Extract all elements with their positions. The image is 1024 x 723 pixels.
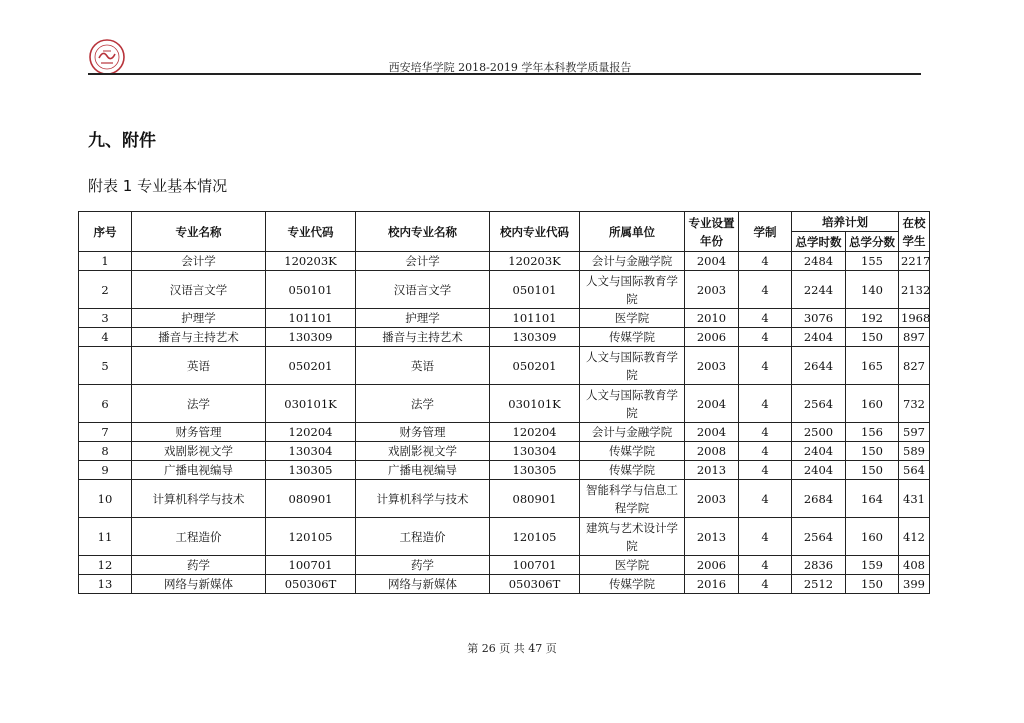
- cell-total-hours: 2484: [792, 252, 846, 271]
- cell-year: 2004: [685, 385, 739, 423]
- cell-major-name: 播音与主持艺术: [132, 328, 266, 347]
- cell-major-name: 网络与新媒体: [132, 575, 266, 594]
- cell-total-credits: 150: [846, 575, 899, 594]
- cell-total-hours: 2564: [792, 518, 846, 556]
- cell-major-code: 120204: [266, 423, 356, 442]
- cell-unit: 人文与国际教育学院: [580, 385, 685, 423]
- cell-year: 2004: [685, 252, 739, 271]
- cell-unit: 会计与金融学院: [580, 423, 685, 442]
- cell-duration: 4: [739, 271, 792, 309]
- cell-seq: 1: [79, 252, 132, 271]
- cell-major-name: 药学: [132, 556, 266, 575]
- table-row: [79, 480, 930, 518]
- cell-total-credits: 164: [846, 480, 899, 518]
- cell-major-name: 会计学: [132, 252, 266, 271]
- cell-major-code: 130309: [266, 328, 356, 347]
- cell-students: 431: [899, 480, 930, 518]
- table-row: [79, 518, 930, 556]
- cell-seq: 7: [79, 423, 132, 442]
- cell-students: 827: [899, 347, 930, 385]
- section-title: 九、附件: [88, 131, 156, 151]
- cell-internal-code: 120105: [490, 518, 580, 556]
- table-header-row: [79, 212, 930, 232]
- table-row: [79, 347, 930, 385]
- cell-internal-name: 英语: [356, 347, 490, 385]
- cell-year: 2006: [685, 556, 739, 575]
- cell-students: 408: [899, 556, 930, 575]
- cell-duration: 4: [739, 423, 792, 442]
- cell-unit: 传媒学院: [580, 461, 685, 480]
- cell-unit: 传媒学院: [580, 328, 685, 347]
- page-number: 第 26 页 共 47 页: [467, 642, 557, 655]
- cell-internal-code: 100701: [490, 556, 580, 575]
- col-header-internal-code: 校内专业代码: [490, 212, 580, 252]
- cell-major-code: 050201: [266, 347, 356, 385]
- cell-major-name: 工程造价: [132, 518, 266, 556]
- cell-total-credits: 156: [846, 423, 899, 442]
- cell-students: 897: [899, 328, 930, 347]
- cell-internal-code: 101101: [490, 309, 580, 328]
- cell-duration: 4: [739, 385, 792, 423]
- cell-major-name: 英语: [132, 347, 266, 385]
- cell-seq: 12: [79, 556, 132, 575]
- cell-internal-code: 130309: [490, 328, 580, 347]
- table-caption: 附表 1 专业基本情况: [88, 177, 228, 195]
- cell-year: 2008: [685, 442, 739, 461]
- col-header-year: 专业设置年份: [685, 212, 739, 252]
- cell-unit: 传媒学院: [580, 575, 685, 594]
- col-header-internal-name: 校内专业名称: [356, 212, 490, 252]
- cell-major-name: 广播电视编导: [132, 461, 266, 480]
- cell-duration: 4: [739, 556, 792, 575]
- cell-seq: 13: [79, 575, 132, 594]
- col-header-unit: 所属单位: [580, 212, 685, 252]
- col-header-total-hours: 总学时数: [792, 232, 846, 252]
- cell-students: 2217: [899, 252, 930, 271]
- cell-unit: 医学院: [580, 556, 685, 575]
- cell-duration: 4: [739, 309, 792, 328]
- col-header-plan: 培养计划: [792, 212, 899, 232]
- cell-unit: 会计与金融学院: [580, 252, 685, 271]
- cell-internal-code: 120204: [490, 423, 580, 442]
- cell-students: 597: [899, 423, 930, 442]
- cell-total-credits: 160: [846, 518, 899, 556]
- cell-internal-name: 网络与新媒体: [356, 575, 490, 594]
- cell-total-hours: 2404: [792, 461, 846, 480]
- cell-major-name: 护理学: [132, 309, 266, 328]
- cell-total-hours: 2512: [792, 575, 846, 594]
- table-row: [79, 461, 930, 480]
- cell-students: 589: [899, 442, 930, 461]
- cell-total-credits: 150: [846, 442, 899, 461]
- cell-total-credits: 165: [846, 347, 899, 385]
- cell-year: 2010: [685, 309, 739, 328]
- cell-year: 2006: [685, 328, 739, 347]
- cell-year: 2003: [685, 271, 739, 309]
- cell-total-hours: 2244: [792, 271, 846, 309]
- cell-unit: 传媒学院: [580, 442, 685, 461]
- cell-internal-name: 计算机科学与技术: [356, 480, 490, 518]
- cell-total-credits: 150: [846, 461, 899, 480]
- cell-students: 412: [899, 518, 930, 556]
- cell-duration: 4: [739, 480, 792, 518]
- cell-seq: 3: [79, 309, 132, 328]
- cell-internal-name: 汉语言文学: [356, 271, 490, 309]
- cell-duration: 4: [739, 328, 792, 347]
- cell-students: 732: [899, 385, 930, 423]
- cell-internal-code: 030101K: [490, 385, 580, 423]
- cell-major-code: 101101: [266, 309, 356, 328]
- cell-internal-code: 130304: [490, 442, 580, 461]
- cell-seq: 8: [79, 442, 132, 461]
- table-row: [79, 309, 930, 328]
- table-row: [79, 423, 930, 442]
- cell-internal-name: 会计学: [356, 252, 490, 271]
- cell-major-code: 030101K: [266, 385, 356, 423]
- cell-year: 2013: [685, 461, 739, 480]
- cell-seq: 9: [79, 461, 132, 480]
- cell-total-credits: 155: [846, 252, 899, 271]
- cell-major-code: 050306T: [266, 575, 356, 594]
- cell-internal-name: 戏剧影视文学: [356, 442, 490, 461]
- cell-internal-name: 播音与主持艺术: [356, 328, 490, 347]
- university-seal-icon: [88, 38, 126, 76]
- cell-major-name: 法学: [132, 385, 266, 423]
- table-row: [79, 328, 930, 347]
- cell-duration: 4: [739, 461, 792, 480]
- cell-year: 2004: [685, 423, 739, 442]
- cell-seq: 10: [79, 480, 132, 518]
- cell-year: 2013: [685, 518, 739, 556]
- cell-total-hours: 2500: [792, 423, 846, 442]
- col-header-duration: 学制: [739, 212, 792, 252]
- cell-students: 1968: [899, 309, 930, 328]
- cell-students: 2132: [899, 271, 930, 309]
- table-row: [79, 271, 930, 309]
- cell-duration: 4: [739, 442, 792, 461]
- cell-unit: 建筑与艺术设计学院: [580, 518, 685, 556]
- cell-major-code: 120105: [266, 518, 356, 556]
- cell-unit: 人文与国际教育学院: [580, 271, 685, 309]
- cell-total-credits: 192: [846, 309, 899, 328]
- cell-duration: 4: [739, 575, 792, 594]
- table-row: [79, 385, 930, 423]
- cell-unit: 智能科学与信息工程学院: [580, 480, 685, 518]
- cell-year: 2003: [685, 480, 739, 518]
- cell-duration: 4: [739, 347, 792, 385]
- col-header-students: 在校学生: [899, 212, 930, 252]
- cell-duration: 4: [739, 252, 792, 271]
- cell-total-credits: 150: [846, 328, 899, 347]
- cell-duration: 4: [739, 518, 792, 556]
- cell-total-credits: 140: [846, 271, 899, 309]
- col-header-seq: 序号: [79, 212, 132, 252]
- table-row: [79, 556, 930, 575]
- table-row: [79, 252, 930, 271]
- cell-unit: 医学院: [580, 309, 685, 328]
- cell-seq: 5: [79, 347, 132, 385]
- cell-internal-name: 法学: [356, 385, 490, 423]
- cell-total-hours: 2564: [792, 385, 846, 423]
- cell-major-code: 130304: [266, 442, 356, 461]
- cell-students: 564: [899, 461, 930, 480]
- cell-unit: 人文与国际教育学院: [580, 347, 685, 385]
- cell-total-hours: 2644: [792, 347, 846, 385]
- table-row: [79, 442, 930, 461]
- cell-major-name: 汉语言文学: [132, 271, 266, 309]
- cell-students: 399: [899, 575, 930, 594]
- cell-internal-code: 130305: [490, 461, 580, 480]
- cell-total-hours: 3076: [792, 309, 846, 328]
- cell-total-credits: 159: [846, 556, 899, 575]
- cell-total-credits: 160: [846, 385, 899, 423]
- cell-internal-name: 药学: [356, 556, 490, 575]
- cell-year: 2003: [685, 347, 739, 385]
- cell-major-code: 130305: [266, 461, 356, 480]
- cell-major-name: 计算机科学与技术: [132, 480, 266, 518]
- table-row: [79, 575, 930, 594]
- cell-total-hours: 2836: [792, 556, 846, 575]
- cell-internal-code: 120203K: [490, 252, 580, 271]
- col-header-total-credits: 总学分数: [846, 232, 899, 252]
- col-header-major-code: 专业代码: [266, 212, 356, 252]
- major-info-table: [78, 211, 930, 594]
- header-divider: [88, 73, 921, 75]
- cell-year: 2016: [685, 575, 739, 594]
- cell-major-code: 080901: [266, 480, 356, 518]
- cell-internal-code: 050201: [490, 347, 580, 385]
- cell-major-code: 100701: [266, 556, 356, 575]
- col-header-major-name: 专业名称: [132, 212, 266, 252]
- cell-total-hours: 2684: [792, 480, 846, 518]
- cell-total-hours: 2404: [792, 328, 846, 347]
- cell-major-name: 戏剧影视文学: [132, 442, 266, 461]
- cell-total-hours: 2404: [792, 442, 846, 461]
- cell-major-code: 120203K: [266, 252, 356, 271]
- cell-major-name: 财务管理: [132, 423, 266, 442]
- cell-internal-code: 080901: [490, 480, 580, 518]
- report-header-title: 西安培华学院 2018-2019 学年本科教学质量报告: [388, 61, 632, 74]
- cell-major-code: 050101: [266, 271, 356, 309]
- cell-internal-code: 050306T: [490, 575, 580, 594]
- cell-internal-name: 护理学: [356, 309, 490, 328]
- cell-seq: 2: [79, 271, 132, 309]
- cell-seq: 6: [79, 385, 132, 423]
- cell-internal-code: 050101: [490, 271, 580, 309]
- cell-seq: 11: [79, 518, 132, 556]
- cell-seq: 4: [79, 328, 132, 347]
- cell-internal-name: 财务管理: [356, 423, 490, 442]
- cell-internal-name: 工程造价: [356, 518, 490, 556]
- cell-internal-name: 广播电视编导: [356, 461, 490, 480]
